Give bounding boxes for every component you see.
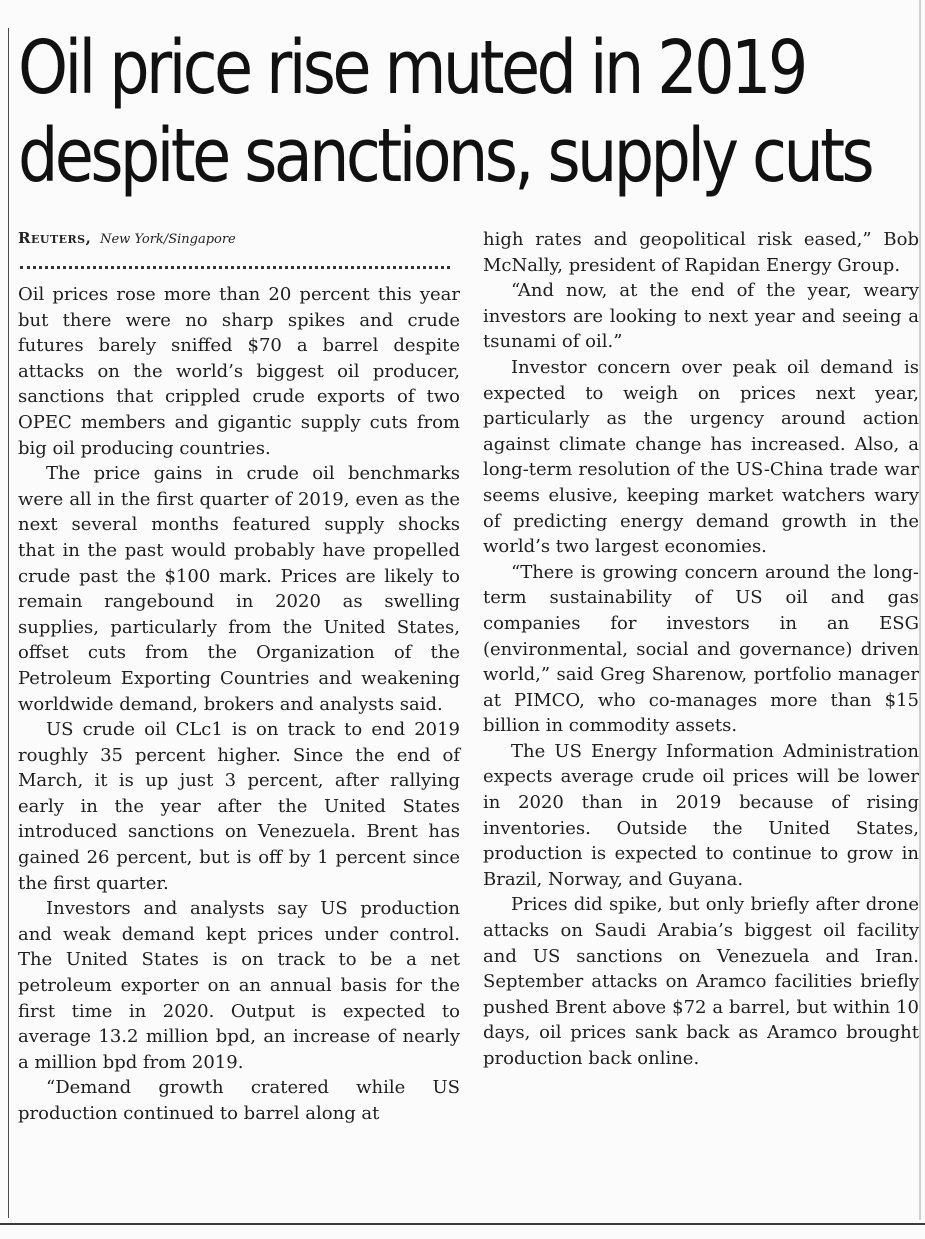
paragraph: The price gains in crude oil benchmarks were all in the first quarter of 2019, even as the next several months featured supply shocks that in the past would probably have propelled crude past the $100 mark. Prices are likely to remain rangebound in 2020 as swelling supplies, particularly from the United States, offset cuts from the Organization of the Petroleum Exporting Countries and weakening worldwide demand, brokers and analysts said.	[18, 463, 460, 715]
paragraph: Investors and analysts say US production and weak demand kept prices under control. The United States is on track to be a net petroleum exporter on an annual basis for the first time in 2020. Output is expected to average 13.2 million bpd, an increase of nearly a million bpd from 2019.	[18, 898, 460, 1073]
article-column-right	[483, 227, 919, 1072]
article-column-left	[18, 282, 460, 1127]
left-column-rule	[8, 28, 9, 1218]
byline-agency: Reuters,	[18, 229, 92, 247]
headline-line-1: Oil price rise muted in 2019	[18, 25, 805, 111]
paragraph: “And now, at the end of the year, weary investors are looking to next year and seeing a tsunami of oil.”	[483, 280, 919, 353]
paragraph: Oil prices rose more than 20 percent this year but there were no sharp spikes and crude futures barely sniffed $70 a barrel despite attacks on the world’s biggest oil producer, sanctions that crippled crude exports of two OPEC members and gigantic supply cuts from big oil producing countries.	[18, 284, 460, 459]
paragraph: Prices did spike, but only briefly after drone attacks on Saudi Arabia’s biggest oil facility and US sanctions on Venezuela and Iran. September attacks on Aramco facilities briefly pushed Brent above $72 a barrel, but within 10 days, oil prices sank back as Aramco brought production back online.	[483, 894, 919, 1069]
paragraph: “Demand growth cratered while US production continued to barrel along at	[18, 1077, 460, 1124]
bottom-rule	[0, 1223, 925, 1225]
right-edge-rule	[919, 0, 921, 1220]
paragraph: US crude oil CLc1 is on track to end 2019 roughly 35 percent higher. Since the end of March, it is up just 3 percent, after rallying early in the year after the United States introduced sanctions on Venezuela. Brent has gained 26 percent, but is off by 1 percent since the first quarter.	[18, 719, 460, 894]
headline-line-2: despite sanctions, supply cuts	[18, 113, 872, 199]
byline-location: New York/Singapore	[100, 232, 236, 247]
paragraph: high rates and geopolitical risk eased,” Bob McNally, president of Rapidan Energy Group.	[483, 229, 919, 276]
dotted-separator	[20, 266, 450, 269]
paragraph: The US Energy Information Administration expects average crude oil prices will be lower in 2020 than in 2019 because of rising inventories. Outside the United States, production is expected to continue to grow in Brazil, Norway, and Guyana.	[483, 740, 919, 890]
headline	[18, 24, 872, 200]
paragraph: Investor concern over peak oil demand is expected to weigh on prices next year, particularly as the urgency around action against climate change has increased. Also, a long-term resolution of the US-China trade war seems elusive, keeping market watchers wary of predicting energy demand growth in the world’s two largest economies.	[483, 356, 919, 558]
byline	[18, 229, 236, 247]
paragraph: “There is growing concern around the long-term sustainability of US oil and gas companies for investors in an ESG (environmental, social and governance) driven world,” said Greg Sharenow, portfolio manager at PIMCO, who co-manages more than $15 billion in commodity assets.	[483, 561, 919, 737]
